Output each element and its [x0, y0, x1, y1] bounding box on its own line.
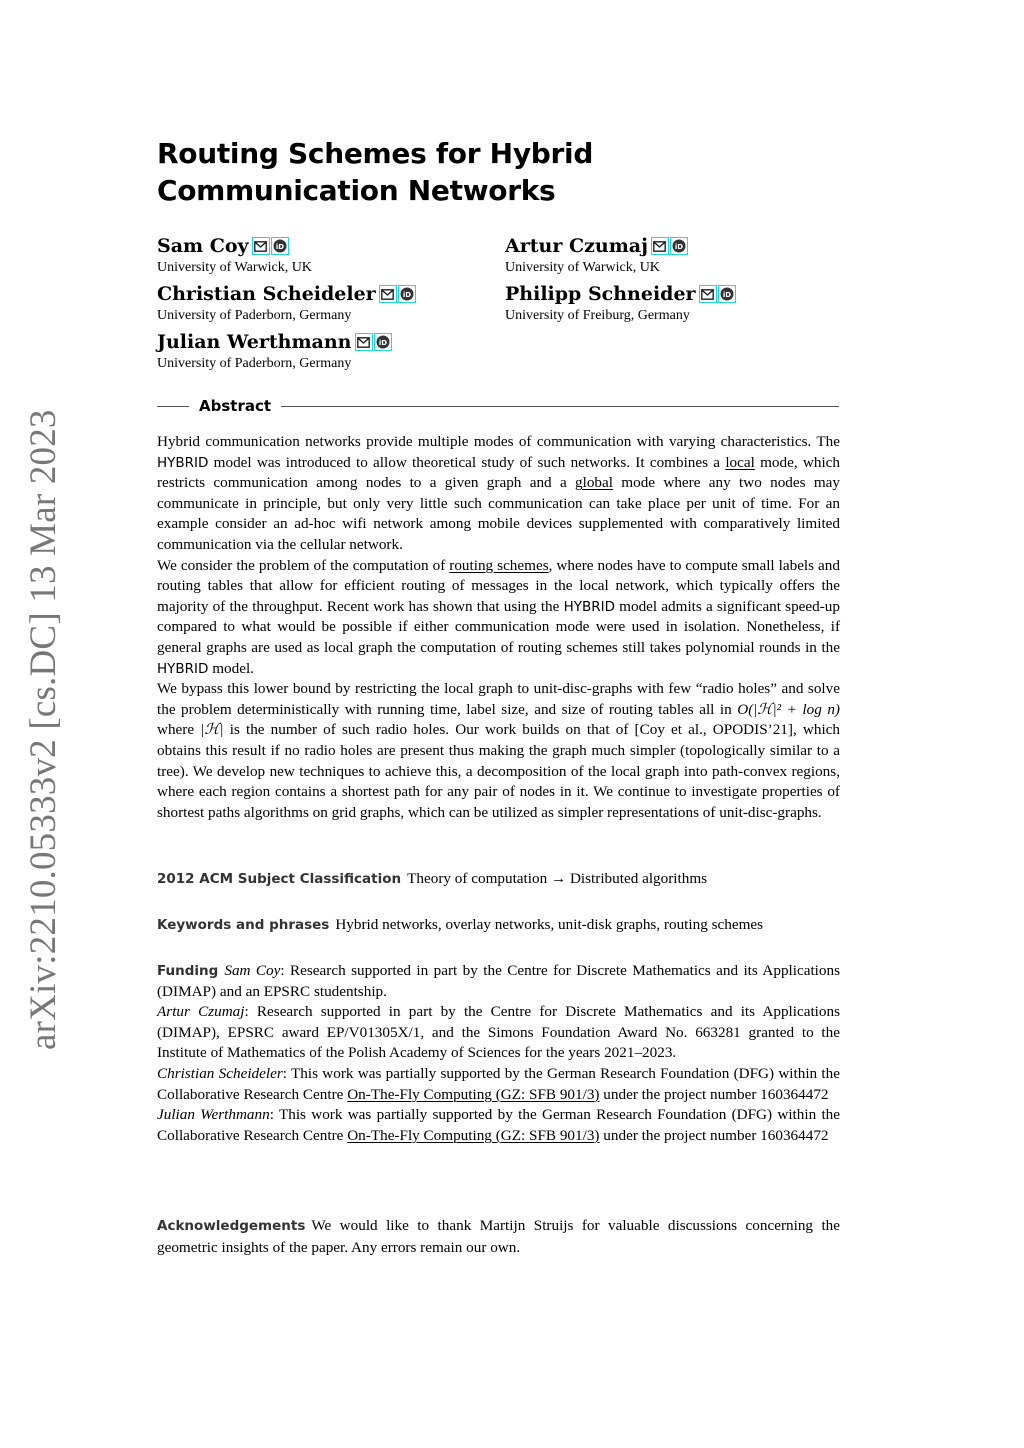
author-name: Julian Werthmann [157, 331, 352, 353]
abstract-paragraph [157, 432, 840, 556]
model-name: HYBRID [157, 454, 209, 471]
acknowledgements [157, 1215, 840, 1259]
orcid-icon[interactable] [718, 285, 736, 303]
email-icon[interactable] [252, 237, 270, 255]
author-block [505, 282, 736, 326]
funding-text: under the project number 160364472 [599, 1085, 829, 1103]
crc-link[interactable]: On-The-Fly Computing (GZ: SFB 901/3) [347, 1126, 600, 1144]
abstract-heading: Abstract [199, 397, 272, 415]
text-run: We bypass this lower bound by restricting the local graph to unit-disc-graphs with few “radio holes” and solve the problem deterministically with running time, label size, and size of routing tables all in [157, 680, 840, 718]
funding-paragraph [157, 1002, 840, 1064]
author-name: Philipp Schneider [505, 283, 696, 305]
orcid-icon[interactable] [670, 237, 688, 255]
author-affiliation: University of Paderborn, Germany [157, 356, 352, 371]
keywords-text: Hybrid networks, overlay networks, unit-disk graphs, routing schemes [335, 916, 764, 933]
abstract-body [157, 432, 840, 823]
author-affiliation: University of Paderborn, Germany [157, 308, 352, 323]
text-run: mode, which restricts communication among nodes to a given graph and a [157, 453, 840, 492]
acm-text: Theory of computation → Distributed algorithms [407, 870, 708, 887]
text-run: We consider the problem of the computation of [157, 556, 450, 574]
email-icon[interactable] [355, 333, 373, 351]
svg-text:iD: iD [674, 243, 684, 251]
svg-text:iD: iD [722, 291, 731, 299]
term-routing-schemes: routing schemes [449, 556, 549, 574]
crc-link[interactable]: On-The-Fly Computing (GZ: SFB 901/3) [347, 1085, 600, 1103]
keywords [157, 915, 840, 936]
abstract-heading-rule [157, 396, 839, 416]
funding-text: : This work was partially supported by the German Research Foundation (DFG) within the Collaborative Research Centre [157, 1064, 840, 1103]
text-run: model. [208, 659, 254, 677]
paper-title: Routing Schemes for Hybrid Communication Networks [157, 137, 594, 207]
svg-text:iD: iD [275, 243, 284, 251]
funding-text: under the project number 160364472 [599, 1126, 829, 1144]
text-run: model admits a significant speed-up compared to what would be possible if either communication mode were used in isolation. Nonetheless, if general graphs are used as local graph the computation of routing schemes still takes polynomial rounds in the [157, 597, 840, 656]
acm-classification [157, 869, 840, 890]
model-name: HYBRID [157, 660, 209, 677]
math-expression: O(|ℋ|² + log n) [737, 700, 840, 718]
abstract-paragraph [157, 556, 840, 680]
abstract-paragraph [157, 679, 840, 823]
svg-text:iD: iD [378, 339, 387, 347]
keywords-label: Keywords and phrases [157, 917, 330, 933]
email-icon[interactable] [379, 285, 397, 303]
author-affiliation: University of Warwick, UK [157, 260, 312, 275]
arxiv-identifier[interactable]: arXiv:2210.05333v2 [cs.DC] 13 Mar 2023 [23, 409, 64, 1050]
funding-section [157, 961, 840, 1146]
funding-text: : This work was partially supported by the German Research Foundation (DFG) within the Collaborative Research Centre [157, 1106, 840, 1144]
author-name: Artur Czumaj [505, 235, 648, 257]
author-block [157, 234, 312, 278]
orcid-icon[interactable] [271, 237, 289, 255]
email-icon[interactable] [651, 237, 669, 255]
funder-name: Julian Werthmann [157, 1106, 270, 1124]
svg-text:iD: iD [402, 291, 411, 299]
funding-label: Funding [157, 963, 219, 979]
funder-name: Sam Coy [224, 962, 281, 979]
math-expression: |ℋ| [200, 721, 224, 739]
acknowledgements-text: We would like to thank Martijn Struijs for valuable discussions concerning the geometric insights of the paper. Any errors remain our own. [157, 1217, 840, 1256]
text-run: mode where any two nodes may communicate in principle, but only very little such communication can take place per unit of time. For an example consider an ad-hoc wifi network among mobile devices supplemented with comparatively limited communication via the cellular network. [157, 474, 840, 553]
acknowledgements-label: Acknowledgements [157, 1218, 306, 1234]
text-run: model was introduced to allow theoretical study of such networks. It combines a [208, 453, 726, 471]
model-name: HYBRID [563, 598, 615, 615]
acm-label: 2012 ACM Subject Classification [157, 871, 402, 887]
funding-paragraph [157, 961, 840, 1002]
author-name: Christian Scheideler [157, 283, 376, 305]
orcid-icon[interactable] [398, 285, 416, 303]
author-affiliation: University of Warwick, UK [505, 260, 660, 275]
author-block [505, 234, 688, 278]
rule-divider [157, 406, 189, 407]
funder-name: Christian Scheideler [157, 1064, 283, 1082]
funding-paragraph [157, 1064, 840, 1105]
rule-divider [281, 406, 839, 407]
author-name: Sam Coy [157, 235, 249, 257]
text-run: Hybrid communication networks provide multiple modes of communication with varying characteristics. The [157, 433, 840, 450]
term-global: global [575, 474, 613, 492]
orcid-icon[interactable] [374, 333, 392, 351]
text-run: , where nodes have to compute small labels and routing tables that allow for efficient routing of messages in the local network, which typically offers the majority of the throughput. Recent work has shown that using the [157, 556, 840, 615]
author-block [157, 282, 416, 326]
text-run: where [157, 721, 201, 739]
author-affiliation: University of Freiburg, Germany [505, 308, 690, 323]
author-block [157, 330, 392, 374]
funder-name: Artur Czumaj [157, 1003, 245, 1021]
funding-text: : Research supported in part by the Centre for Discrete Mathematics and its Applications (DIMAP), EPSRC award EP/V01305X/1, and the Simons Foundation Award No. 663281 granted to the Institute of Mathematics of the Polish Academy of Sciences for the years 2021–2023. [157, 1003, 841, 1062]
email-icon[interactable] [699, 285, 717, 303]
text-run: is the number of such radio holes. Our work builds on that of [Coy et al., OPODIS’21], which obtains this result if no radio holes are present thus making the graph much simpler (topologically similar to a tree). We develop new techniques to achieve this, a decomposition of the local graph into path-convex regions, where each region contains a shortest path for any pair of nodes in it. We continue to investigate properties of shortest paths algorithms on grid graphs, which can be utilized as simpler representations of unit-disc-graphs. [157, 721, 840, 821]
funding-paragraph [157, 1105, 840, 1146]
term-local: local [725, 453, 755, 471]
funding-text: : Research supported in part by the Centre for Discrete Mathematics and its Applications (DIMAP) and an EPSRC studentship. [157, 962, 840, 1000]
